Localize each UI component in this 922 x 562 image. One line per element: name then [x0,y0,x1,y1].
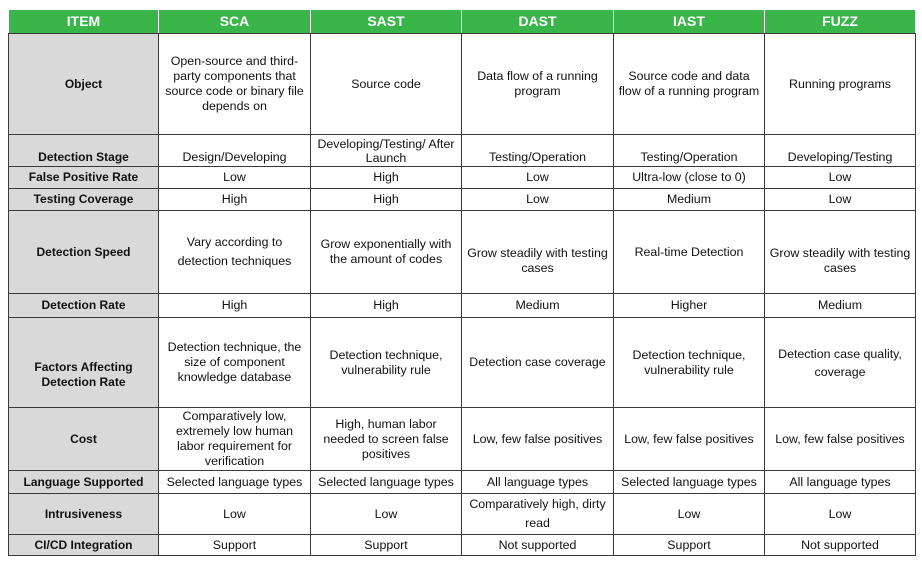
table-row [9,167,916,189]
table-row [9,408,916,471]
table-cell: Low [765,189,916,211]
row-label: CI/CD Integration [9,535,159,556]
table-cell: Low [462,167,614,189]
header-dast: DAST [462,10,614,34]
row-label: Object [9,34,159,135]
table-row [9,211,916,294]
table-cell: Low [765,167,916,189]
table-cell: Design/Developing [159,135,311,167]
table-cell: Low, few false positives [614,408,765,471]
row-label: Intrusiveness [9,494,159,535]
table-cell: Detection case coverage [462,318,614,408]
table-row [9,494,916,535]
table-cell: Comparatively low, extremely low human labor requirement for verification [159,408,311,471]
table-cell: High [311,189,462,211]
table-cell: Selected language types [311,471,462,494]
header-iast: IAST [614,10,765,34]
row-label: False Positive Rate [9,167,159,189]
table-cell: All language types [462,471,614,494]
table-cell: Low, few false positives [765,408,916,471]
table-cell: Support [159,535,311,556]
table-cell: Support [311,535,462,556]
header-sca: SCA [159,10,311,34]
table-cell: Medium [614,189,765,211]
row-label: Detection Rate [9,294,159,318]
table-row [9,471,916,494]
table-cell: Data flow of a running program [462,34,614,135]
table-cell: High, human labor needed to screen false positives [311,408,462,471]
table-cell: Detection technique, vulnerability rule [311,318,462,408]
table-cell: Not supported [462,535,614,556]
table-cell: Support [614,535,765,556]
table-cell: Developing/Testing/ After Launch [311,135,462,167]
table-cell: Medium [765,294,916,318]
table-cell: Testing/Operation [462,135,614,167]
table-cell: Developing/Testing [765,135,916,167]
table-cell: Low [311,494,462,535]
table-row [9,294,916,318]
table-cell: Detection technique, the size of component knowledge database [159,318,311,408]
header-item: ITEM [9,10,159,34]
table-cell: Grow steadily with testing cases [765,211,916,294]
table-cell: High [159,294,311,318]
header-fuzz: FUZZ [765,10,916,34]
table-cell: Low [614,494,765,535]
table-cell: Source code [311,34,462,135]
table-cell: Low [462,189,614,211]
table-row [9,189,916,211]
table-cell: All language types [765,471,916,494]
table-cell: Medium [462,294,614,318]
row-label: Detection Speed [9,211,159,294]
table-cell: Detection case quality, coverage [765,318,916,408]
table-cell: Higher [614,294,765,318]
table-cell: Real-time Detection [614,211,765,294]
table-cell: Ultra-low (close to 0) [614,167,765,189]
table-cell: High [311,294,462,318]
row-label: Cost [9,408,159,471]
table-cell: Vary according to detection techniques [159,211,311,294]
table-cell: Running programs [765,34,916,135]
comparison-table [8,9,916,556]
header-sast: SAST [311,10,462,34]
table-cell: Low [159,167,311,189]
table-cell: Selected language types [159,471,311,494]
row-label: Factors Affecting Detection Rate [9,318,159,408]
table-cell: Grow exponentially with the amount of codes [311,211,462,294]
table-cell: Open-source and third-party components that source code or binary file depends on [159,34,311,135]
table-cell: Not supported [765,535,916,556]
header-row [9,10,916,34]
row-label: Testing Coverage [9,189,159,211]
table-cell: Testing/Operation [614,135,765,167]
table-row [9,535,916,556]
table-cell: High [159,189,311,211]
row-label: Language Supported [9,471,159,494]
table-cell: Source code and data flow of a running program [614,34,765,135]
table-row [9,34,916,135]
row-label: Detection Stage [9,135,159,167]
table-row [9,318,916,408]
table-cell: Low [159,494,311,535]
table-cell: High [311,167,462,189]
table-cell: Comparatively high, dirty read [462,494,614,535]
table-cell: Grow steadily with testing cases [462,211,614,294]
table-cell: Selected language types [614,471,765,494]
table-cell: Low [765,494,916,535]
table-row [9,135,916,167]
table-cell: Detection technique, vulnerability rule [614,318,765,408]
table-cell: Low, few false positives [462,408,614,471]
